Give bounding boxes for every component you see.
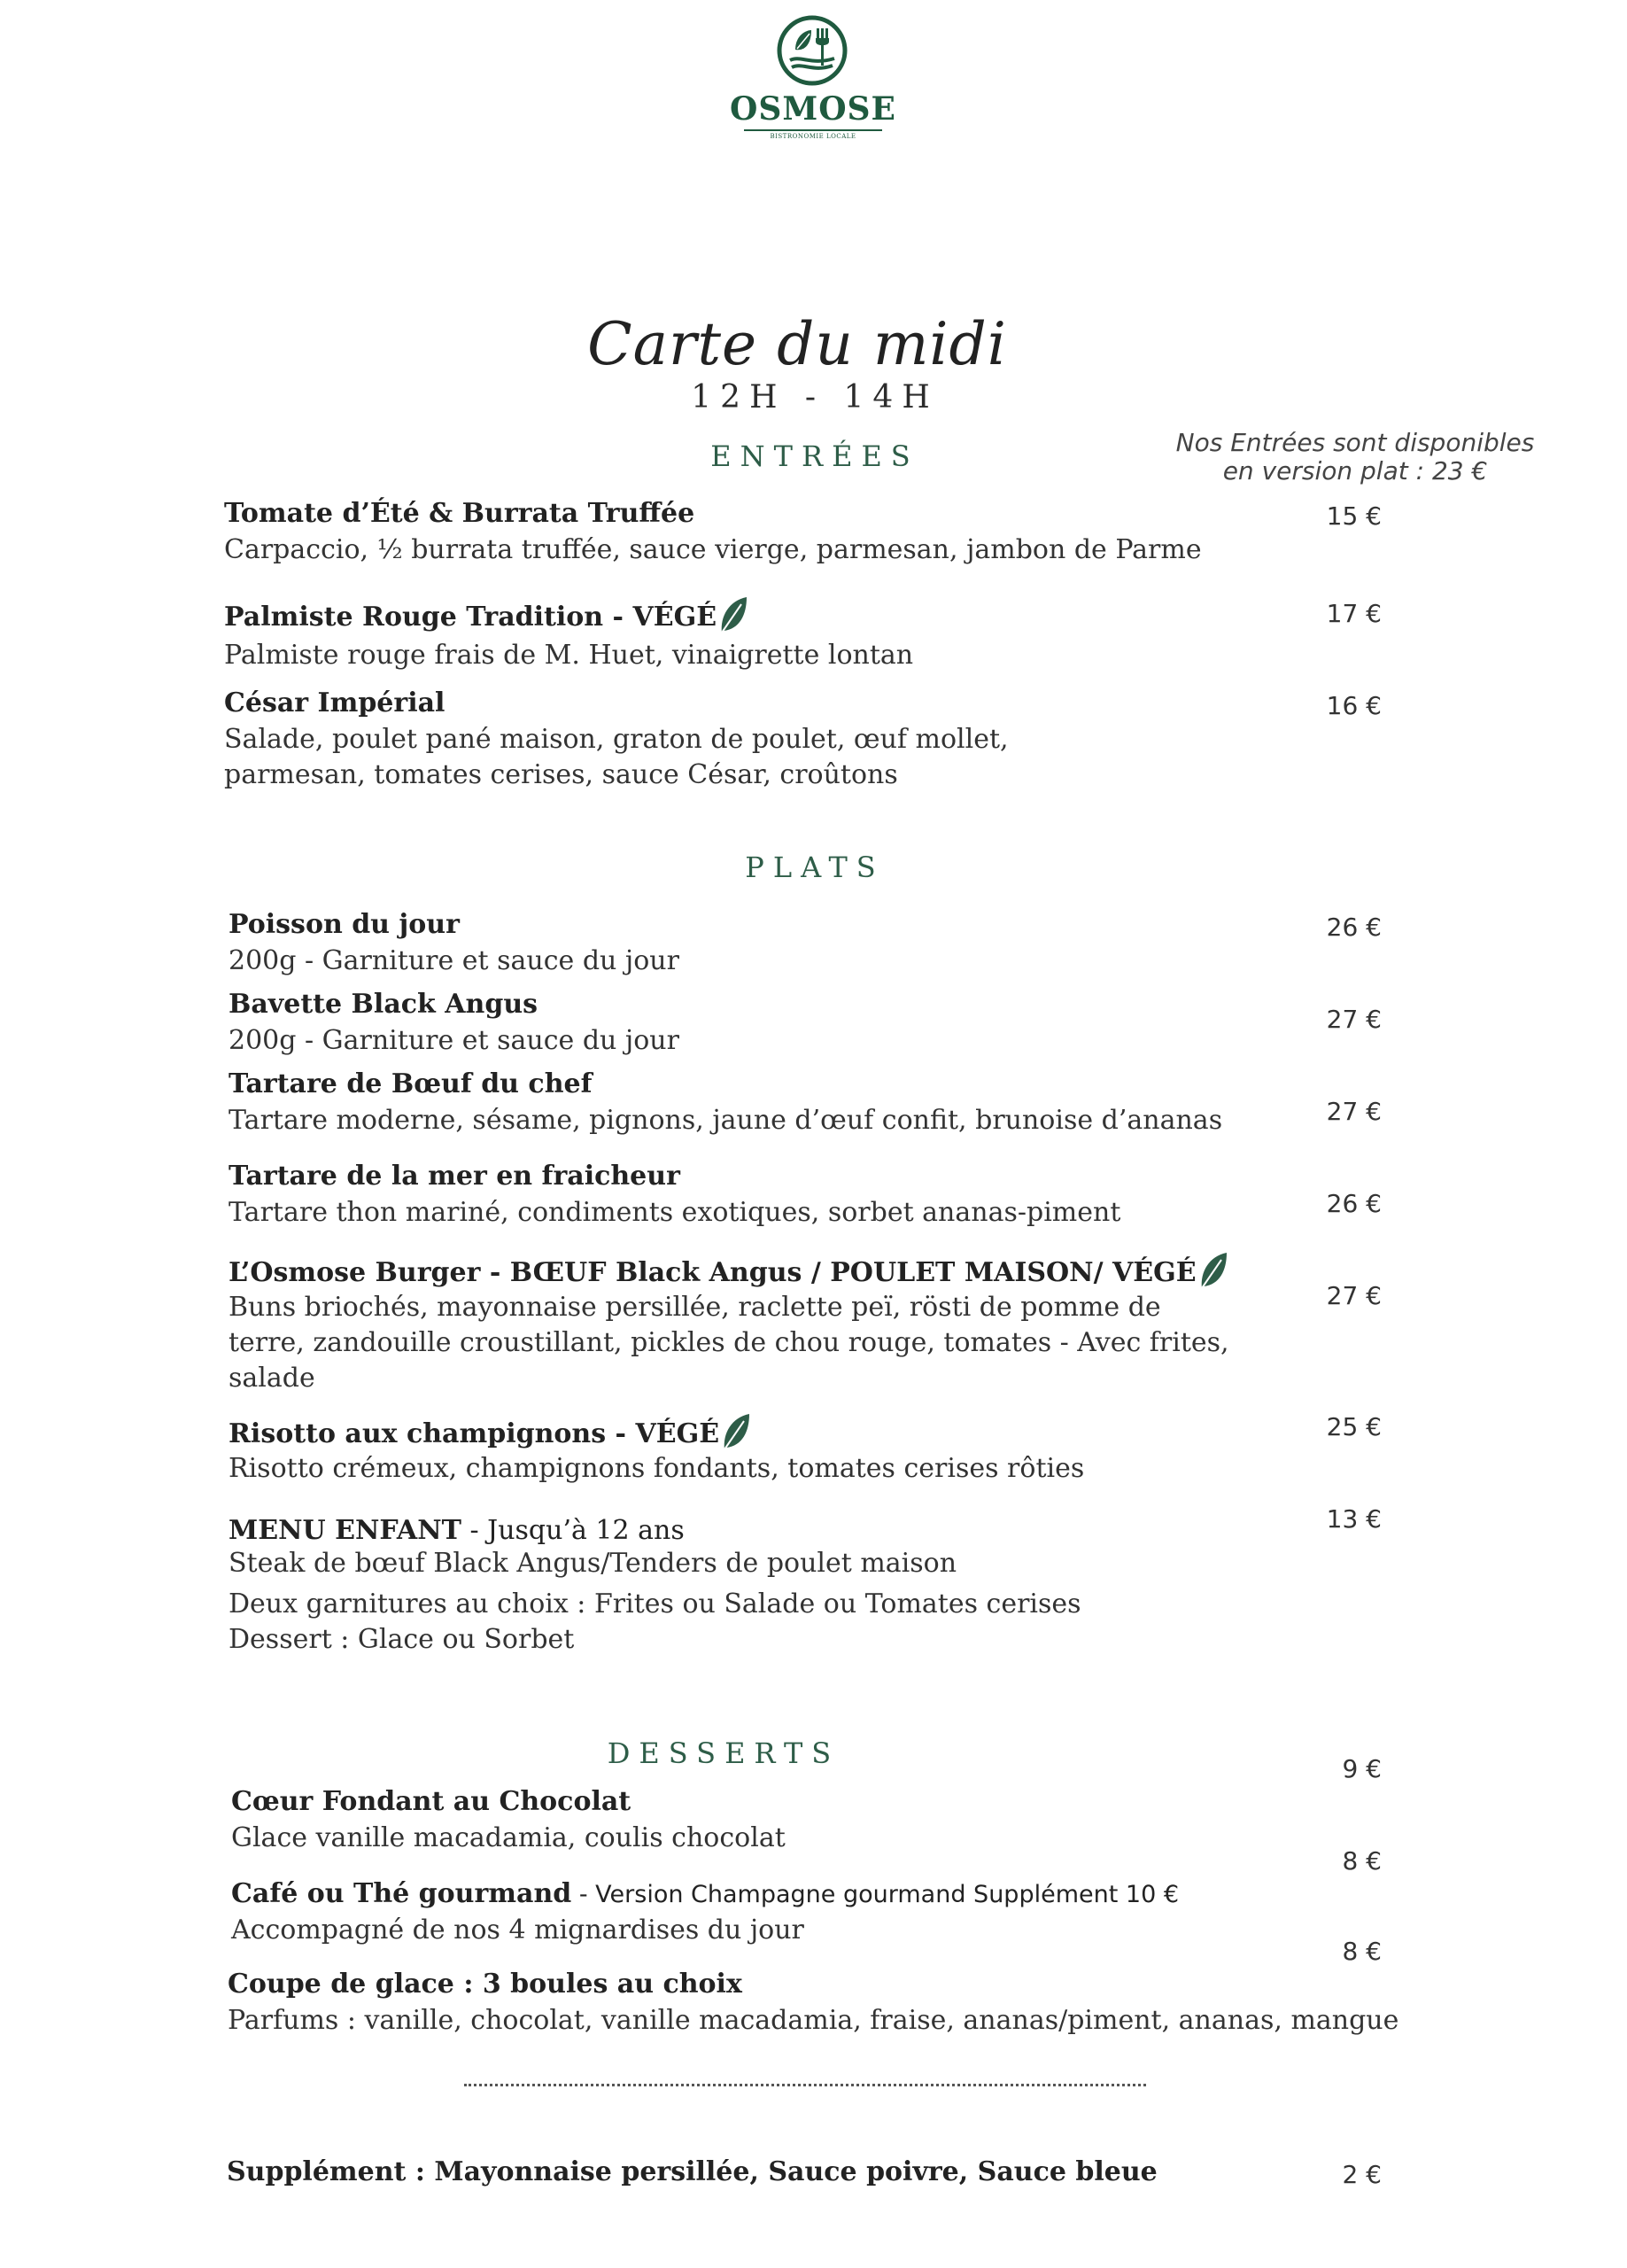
item-name: César Impérial (224, 687, 445, 718)
item-name-suffix: - Version Champagne gourmand Supplément 10 € (571, 1881, 1180, 1908)
item-name: Palmiste Rouge Tradition - VÉGÉ (224, 602, 717, 633)
item-name: Tartare de Bœuf du chef (229, 1068, 593, 1099)
item-price: 8 € (1342, 1846, 1382, 1876)
item-name: Tartare de la mer en fraicheur (229, 1161, 680, 1192)
menu-item (229, 1161, 1120, 1231)
menu-item (229, 989, 679, 1059)
item-price: 26 € (1326, 913, 1382, 942)
entrees-note-line: Nos Entrées sont disponibles (1175, 428, 1535, 457)
item-name: MENU ENFANT (229, 1515, 461, 1546)
supplement-price: 2 € (1342, 2160, 1382, 2189)
item-price: 13 € (1326, 1504, 1382, 1534)
menu-item (229, 909, 679, 979)
leaf-icon (1198, 1251, 1228, 1290)
leaf-icon (718, 595, 748, 634)
section-heading-plats: PLATS (745, 850, 885, 884)
item-price: 16 € (1326, 691, 1382, 720)
brand-name: OSMOSE (729, 90, 896, 128)
item-description: Dessert : Glace ou Sorbet (229, 1624, 575, 1655)
item-description: Deux garnitures au choix : Frites ou Salade ou Tomates cerises (229, 1588, 1081, 1619)
item-name: Tomate d’Été & Burrata Truffée (224, 498, 695, 529)
item-description: parmesan, tomates cerises, sauce César, croûtons (224, 759, 898, 790)
item-name-row (229, 1515, 1081, 1546)
item-price: 27 € (1326, 1097, 1382, 1126)
menu-item (224, 687, 1009, 793)
menu-item (224, 595, 913, 673)
menu-item (229, 1412, 1084, 1487)
item-price: 15 € (1326, 501, 1382, 531)
item-price: 17 € (1326, 599, 1382, 628)
item-name: Poisson du jour (229, 909, 460, 940)
item-price: 27 € (1326, 1005, 1382, 1034)
menu-item (229, 1251, 1229, 1396)
item-description: Parfums : vanille, chocolat, vanille macadamia, fraise, ananas/piment, ananas, mangue (228, 2005, 1399, 2036)
item-price: 9 € (1342, 1754, 1382, 1783)
item-price: 26 € (1326, 1189, 1382, 1218)
menu-item (231, 1786, 786, 1856)
item-name: Café ou Thé gourmand (231, 1878, 572, 1909)
page-title: Carte du midi (587, 310, 1007, 378)
item-name: Coupe de glace : 3 boules au choix (228, 1969, 742, 2000)
item-name-row (229, 1251, 1229, 1290)
service-hours: 12H - 14H (691, 379, 939, 416)
item-description: Buns briochés, mayonnaise persillée, raclette peï, rösti de pomme de (229, 1292, 1161, 1323)
item-name: Bavette Black Angus (229, 989, 538, 1020)
item-description: Palmiste rouge frais de M. Huet, vinaigrette lontan (224, 640, 914, 671)
brand-tagline: BISTRONOMIE LOCALE (770, 133, 856, 140)
item-description: Tartare moderne, sésame, pignons, jaune d’œuf confit, brunoise d’ananas (229, 1105, 1223, 1136)
brand-divider (744, 129, 882, 131)
leaf-fork-icon (776, 14, 848, 87)
item-price: 25 € (1326, 1412, 1382, 1441)
entrees-note (1151, 429, 1559, 485)
item-description: Steak de bœuf Black Angus/Tenders de poulet maison (229, 1548, 957, 1579)
item-name-row (224, 595, 913, 634)
menu-item (228, 1969, 1398, 2039)
entrees-note-line: en version plat : 23 € (1222, 456, 1488, 485)
menu-item (229, 1515, 1081, 1658)
item-description: Glace vanille macadamia, coulis chocolat (231, 1822, 786, 1853)
item-description: 200g - Garniture et sauce du jour (229, 1025, 679, 1056)
menu-item (231, 1878, 1179, 1948)
leaf-icon (721, 1412, 751, 1451)
section-heading-desserts: DESSERTS (607, 1736, 841, 1770)
item-description: salade (229, 1363, 315, 1394)
item-description: terre, zandouille croustillant, pickles de chou rouge, tomates - Avec frites, (229, 1327, 1229, 1358)
item-name-row (231, 1878, 1179, 1909)
item-name-suffix: - Jusqu’à 12 ans (461, 1515, 685, 1546)
item-price: 8 € (1342, 1937, 1382, 1966)
menu-item (229, 1068, 1222, 1138)
item-name: Cœur Fondant au Chocolat (231, 1786, 631, 1817)
item-description: Tartare thon mariné, condiments exotiques, sorbet ananas-piment (229, 1197, 1121, 1228)
item-name: L’Osmose Burger - BŒUF Black Angus / POULET MAISON/ VÉGÉ (229, 1257, 1197, 1288)
supplement-text: Supplément : Mayonnaise persillée, Sauce poivre, Sauce bleue (227, 2156, 1158, 2187)
item-price: 27 € (1326, 1281, 1382, 1310)
item-description: Salade, poulet pané maison, graton de poulet, œuf mollet, (224, 724, 1009, 755)
section-heading-entrees: ENTRÉES (710, 439, 919, 473)
item-description: Accompagné de nos 4 mignardises du jour (231, 1915, 804, 1946)
item-description: 200g - Garniture et sauce du jour (229, 945, 679, 976)
menu-item (224, 498, 1202, 568)
item-name-row (229, 1412, 1084, 1451)
item-description: Risotto crémeux, champignons fondants, tomates cerises rôties (229, 1453, 1085, 1484)
item-name: Risotto aux champignons - VÉGÉ (229, 1418, 720, 1449)
dotted-divider (464, 2084, 1146, 2086)
item-description: Carpaccio, ½ burrata truffée, sauce vierge, parmesan, jambon de Parme (224, 534, 1202, 565)
